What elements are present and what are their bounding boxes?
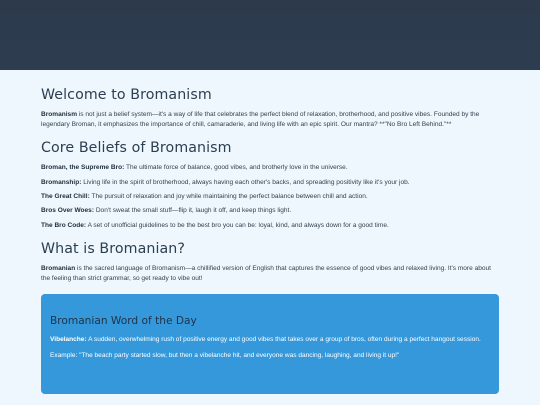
belief-item xyxy=(41,178,499,188)
belief-text: A set of unofficial guidelines to be the best bro you can be: loyal, kind, and always down for a good time. xyxy=(86,221,389,229)
belief-text: Don't sweat the small stuff—flip it, laugh it off, and keep things light. xyxy=(94,207,292,215)
bromanian-text: is the sacred language of Bromanism—a chillified version of English that captures the essence of good vibes and relaxed living. It's more about the feeling than strict grammar, so get ready to vibe out! xyxy=(41,264,491,282)
core-beliefs-list xyxy=(41,163,499,230)
welcome-text: is not just a belief system—it's a way of life that celebrates the perfect blend of relaxation, brotherhood, and positive vibes. Founded by the legendary Broman, it emphasizes the importance of chill, camaraderie, and living life with an epic spirit. Our mantra? **"No Bro Left Behind."** xyxy=(41,111,480,129)
belief-term: Bros Over Woes: xyxy=(41,207,94,215)
main-content xyxy=(0,70,540,405)
belief-term: The Great Chill: xyxy=(41,193,90,200)
belief-term: Broman, the Supreme Bro: xyxy=(41,164,125,172)
word-definition-text: A sudden, overwhelming rush of positive energy and good vibes that takes over a group of bros, often during a perfect hangout session. xyxy=(86,336,481,344)
word-of-the-day-card xyxy=(41,294,499,394)
welcome-heading: Welcome to Bromanism xyxy=(41,87,212,103)
belief-term: The Bro Code: xyxy=(41,221,87,229)
belief-item xyxy=(41,221,499,231)
belief-term: Bromanship: xyxy=(41,178,82,186)
bromanian-paragraph xyxy=(41,264,499,284)
word-definition xyxy=(50,335,490,345)
belief-item xyxy=(41,192,499,202)
core-beliefs-heading: Core Beliefs of Bromanism xyxy=(41,140,232,157)
word-term: Vibelanche: xyxy=(50,336,87,344)
welcome-term: Bromanism xyxy=(41,111,78,118)
belief-text: The ultimate force of balance, good vibes, and brotherly love in the universe. xyxy=(124,164,348,172)
word-example: Example: "The beach party started slow, but then a vibelanche hit, and everyone was dancing, laughing, and living it up!" xyxy=(50,352,400,360)
bromanian-heading: What is Bromanian? xyxy=(41,240,186,257)
belief-item xyxy=(41,206,499,216)
word-of-the-day-heading: Bromanian Word of the Day xyxy=(50,315,197,328)
bromanian-term: Bromanian xyxy=(41,264,76,272)
belief-text: Living life in the spirit of brotherhood, always having each other's backs, and spreading positivity like it's your job. xyxy=(81,178,410,186)
belief-item xyxy=(41,163,499,173)
belief-text: The pursuit of relaxation and joy while maintaining the perfect balance between chill and action. xyxy=(89,193,368,200)
page-header xyxy=(0,0,540,70)
welcome-paragraph xyxy=(41,110,499,130)
